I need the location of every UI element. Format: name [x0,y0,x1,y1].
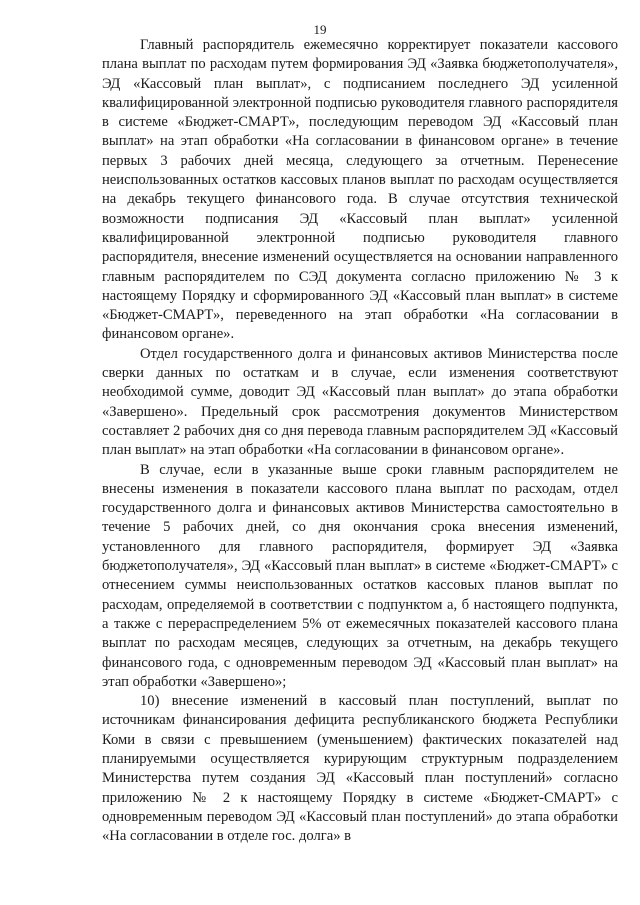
paragraph-monthly-correction: Главный распорядитель ежемесячно корректирует показатели кассового плана выплат по расходам путем формирования ЭД «Заявка бюджетополучателя», ЭД «Кассовый план выплат», с подписанием последнего ЭД усиленной квалифицированной электронной подписью руководителя главного распорядителя в системе «Бюджет-СМАРТ», последующим переводом ЭД «Кассовый план выплат» на этап обработки «На согласовании в финансовом органе» в течение первых 3 рабочих дней месяца, следующего за отчетным. Перенесение неиспользованных остатков кассовых планов выплат по расходам осуществляется на декабрь текущего финансового года. В случае отсутствия технической возможности подписания ЭД «Кассовый план выплат» усиленной квалифицированной электронной подписью руководителя главного распорядителя, внесение изменений осуществляется на основании направленного главным распорядителем по СЭД документа согласно приложению № 3 к настоящему Порядку и сформированного ЭД «Кассовый план выплат» в системе «Бюджет-СМАРТ», переведенного на этап обработки «На согласовании в финансовом органе». [102,37,618,343]
page-number: 19 [313,22,327,37]
paragraph-debt-department-review: Отдел государственного долга и финансовых активов Министерства после сверки данных по остаткам и в случае, если изменения соответствуют необходимой сумме, доводит ЭД «Кассовый план выплат» до этапа обработки «Завершено». Предельный срок рассмотрения документов Министерством составляет 2 рабочих дня со дня перевода главным распорядителем ЭД «Кассовый план выплат» на этап обработки «На согласовании в финансовом органе». [102,345,618,459]
document-body [102,36,618,846]
paragraph-item-10: 10) внесение изменений в кассовый план поступлений, выплат по источникам финансирования дефицита республиканского бюджета Республики Коми в связи с превышением (уменьшением) фактических показателей над планируемыми осуществляется курирующим структурным подразделением Министерства путем создания ЭД «Кассовый план поступлений» согласно приложению № 2 к настоящему Порядку в системе «Бюджет-СМАРТ» с одновременным переводом ЭД «Кассовый план поступлений» до этапа обработки «На согласовании в отделе гос. долга» в [102,693,618,845]
paragraph-independent-changes: В случае, если в указанные выше сроки главным распорядителем не внесены изменения в показатели кассового плана выплат по расходам, отдел государственного долга и финансовых активов Министерства самостоятельно в течение 5 рабочих дней, со дня окончания срока внесения изменений, установленного для главного распорядителя, формирует ЭД «Заявка бюджетополучателя», ЭД «Кассовый план выплат» в системе «Бюджет-СМАРТ» с отнесением суммы неиспользованных остатков кассовых планов выплат по расходам, определяемой в соответствии с подпунктом а, б настоящего подпункта, а также с перераспределением 5% от ежемесячных показателей кассового плана выплат по расходам месяцев, следующих за отчетным, на декабрь текущего финансового года, с одновременным переводом ЭД «Кассовый план выплат» на этап обработки «Завершено»; [102,461,618,690]
